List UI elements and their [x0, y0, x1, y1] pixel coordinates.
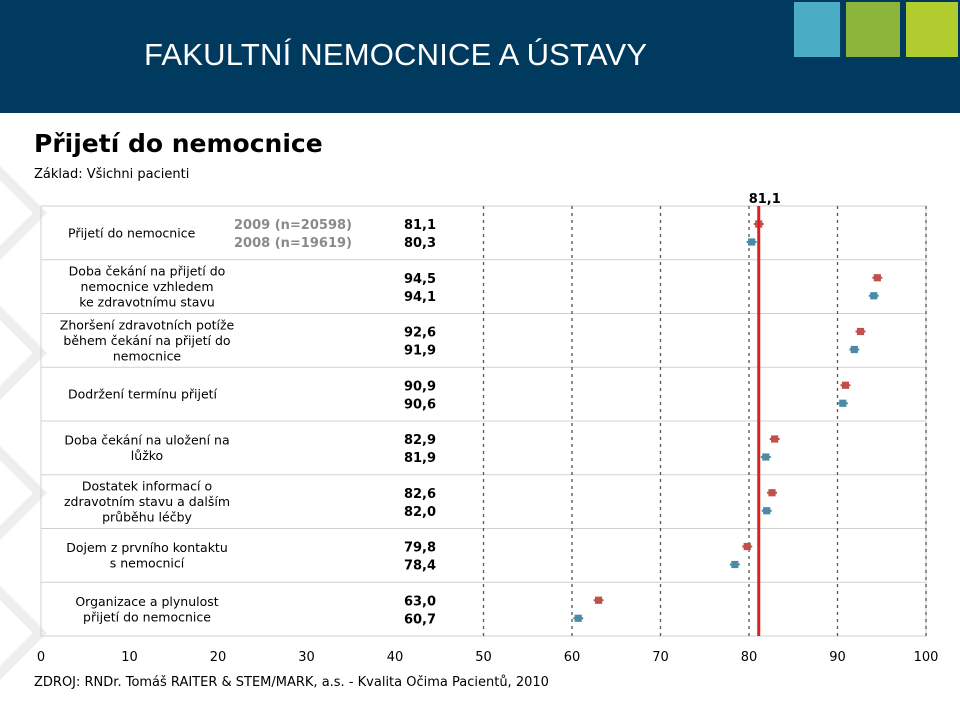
value-label-2008: 94,1 — [403, 289, 437, 305]
page-subtitle: Základ: Všichni pacienti — [34, 167, 190, 182]
header-title: FAKULTNÍ NEMOCNICE A ÚSTAVY — [144, 37, 648, 72]
marker-2008 — [839, 400, 846, 407]
source-note: ZDROJ: RNDr. Tomáš RAITER & STEM/MARK, a.s. - Kvalita Očima Pacientů, 2010 — [34, 675, 549, 690]
value-label-2008: 78,4 — [403, 558, 437, 574]
reference-line-label: 81,1 — [748, 192, 781, 207]
value-label-2009: 81,1 — [403, 218, 437, 233]
category-label: průběhu léčby — [102, 509, 192, 525]
value-label-2008: 80,3 — [403, 236, 437, 251]
category-label: ke zdravotnímu stavu — [79, 294, 215, 310]
value-label-2008: 60,7 — [403, 612, 437, 628]
value-label-2008: 82,0 — [403, 504, 437, 520]
category-label: lůžko — [130, 448, 164, 464]
marker-2008 — [851, 346, 858, 353]
marker-2008 — [763, 507, 770, 514]
value-label-2008: 90,6 — [403, 397, 437, 413]
x-tick-label: 20 — [209, 650, 227, 665]
category-label: Dojem z prvního kontaktu — [66, 540, 228, 556]
marker-2008 — [731, 561, 738, 568]
x-tick-label: 80 — [740, 650, 758, 665]
marker-2009 — [842, 382, 849, 389]
value-label-2009: 63,0 — [403, 594, 437, 610]
x-tick-label: 40 — [386, 650, 404, 665]
marker-2009 — [595, 597, 602, 604]
x-tick-label: 90 — [829, 650, 846, 665]
value-label-2009: 79,8 — [403, 540, 437, 556]
legend-2009: 2009 (n=20598) — [234, 218, 352, 233]
legend-2008: 2008 (n=19619) — [234, 236, 352, 251]
value-label-2009: 94,5 — [403, 271, 437, 287]
category-label: Dostatek informací o — [81, 478, 213, 494]
marker-2008 — [762, 453, 769, 460]
x-tick-label: 0 — [36, 650, 46, 665]
marker-2008 — [575, 615, 582, 622]
marker-2008 — [870, 292, 877, 299]
category-label: přijetí do nemocnice — [83, 609, 211, 625]
category-label: Doba čekání na přijetí do — [68, 263, 226, 279]
marker-2008 — [748, 238, 755, 245]
x-tick-label: 60 — [563, 650, 581, 665]
x-tick-label: 70 — [652, 650, 669, 665]
category-label: zdravotním stavu a dalším — [63, 494, 231, 510]
marker-2009 — [768, 489, 775, 496]
category-label: nemocnice — [112, 348, 182, 364]
category-label: s nemocnicí — [109, 555, 185, 571]
marker-2009 — [744, 543, 751, 550]
x-tick-label: 10 — [121, 650, 138, 665]
value-label-2009: 92,6 — [403, 325, 437, 341]
page-title: Přijetí do nemocnice — [34, 129, 323, 158]
value-label-2009: 82,9 — [403, 433, 437, 448]
category-label: během čekání na přijetí do — [63, 332, 231, 348]
value-label-2009: 90,9 — [403, 379, 437, 395]
marker-2009 — [771, 435, 778, 442]
category-label: Zhoršení zdravotních potíže — [59, 317, 235, 333]
category-label: Organizace a plynulost — [75, 593, 219, 609]
category-label: Doba čekání na uložení na — [64, 432, 230, 448]
value-label-2008: 81,9 — [403, 451, 437, 466]
category-label: nemocnice vzhledem — [80, 279, 214, 295]
value-label-2009: 82,6 — [403, 486, 437, 502]
marker-2009 — [857, 328, 864, 335]
value-label-2008: 91,9 — [403, 343, 437, 359]
category-label: Dodržení termínu přijetí — [68, 386, 218, 402]
category-label: Přijetí do nemocnice — [68, 225, 196, 241]
marker-2009 — [874, 274, 881, 281]
x-tick-label: 30 — [298, 650, 315, 665]
x-tick-label: 50 — [475, 650, 492, 665]
x-tick-label: 100 — [913, 650, 939, 665]
